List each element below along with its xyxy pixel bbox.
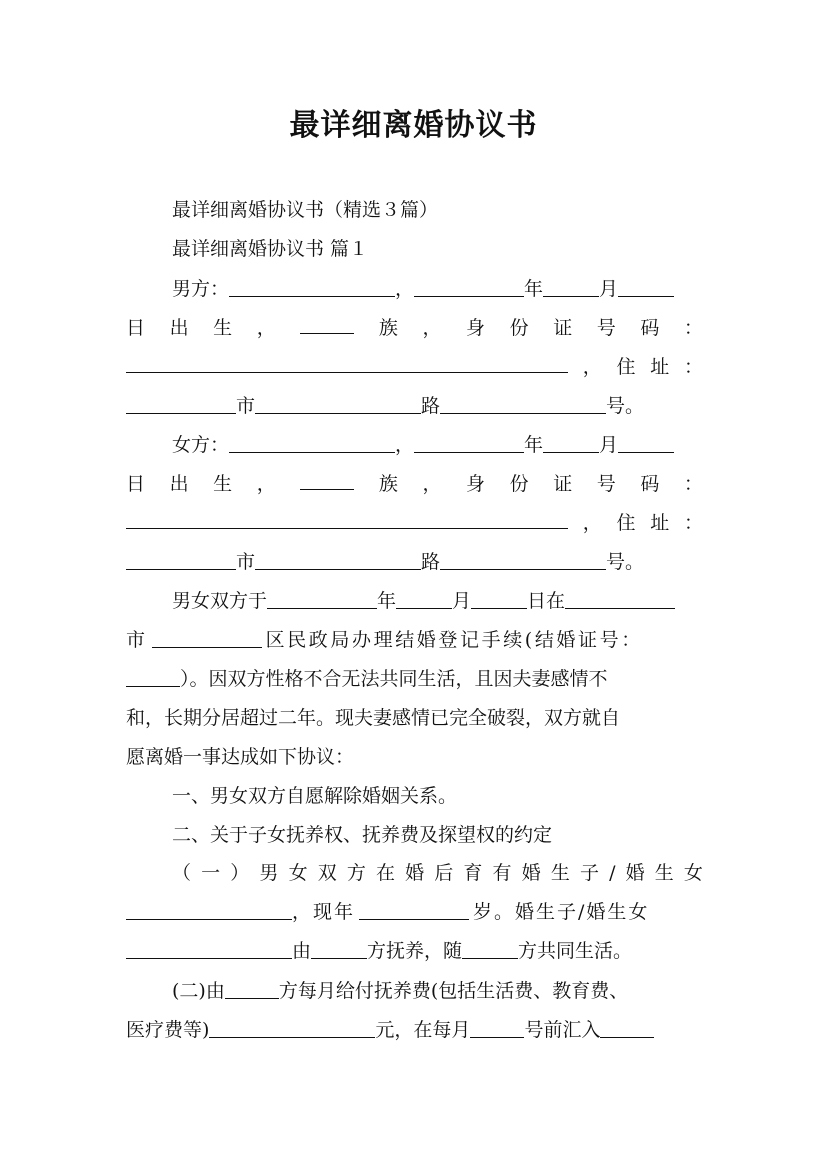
wife-line-4 bbox=[126, 547, 703, 577]
char: ， bbox=[256, 473, 276, 495]
sub1-line-2 bbox=[126, 897, 703, 927]
blank-field bbox=[618, 276, 674, 297]
char: ， bbox=[256, 317, 276, 339]
blank-field bbox=[440, 393, 606, 414]
blank-field bbox=[126, 393, 236, 414]
husband-line-1 bbox=[172, 274, 703, 304]
blank-field bbox=[126, 549, 236, 570]
text: 医疗费等) bbox=[126, 1019, 210, 1041]
marriage-line-2 bbox=[126, 625, 703, 655]
text: 日在 bbox=[527, 590, 566, 612]
blank-field bbox=[300, 313, 354, 334]
wife-line-1 bbox=[172, 430, 703, 460]
number-label: 号。 bbox=[606, 551, 645, 573]
blank-field bbox=[126, 508, 568, 529]
char: 身 bbox=[466, 317, 486, 339]
char: 女 bbox=[288, 862, 308, 884]
sub1-line-3 bbox=[126, 936, 703, 966]
year-label: 年 bbox=[524, 434, 544, 456]
char: 份 bbox=[509, 473, 529, 495]
text: ，现年 bbox=[292, 901, 356, 923]
month-label: 月 bbox=[599, 278, 619, 300]
blank-field bbox=[414, 432, 524, 453]
month-label: 月 bbox=[599, 434, 619, 456]
blank-field bbox=[255, 549, 421, 570]
char: 份 bbox=[509, 317, 529, 339]
text: 元，在每月 bbox=[375, 1019, 471, 1041]
blank-field bbox=[600, 1017, 654, 1038]
blank-field bbox=[126, 666, 180, 687]
husband-line-2 bbox=[126, 313, 703, 343]
sub2-line-1 bbox=[172, 976, 703, 1006]
sub1-line-1 bbox=[172, 858, 703, 888]
blank-field bbox=[126, 352, 568, 373]
sub2-line-2 bbox=[126, 1015, 703, 1045]
char: 身 bbox=[466, 473, 486, 495]
part-heading: 最详细离婚协议书 篇１ bbox=[172, 238, 369, 260]
wife-line-3 bbox=[126, 508, 703, 538]
year-label: 年 bbox=[377, 590, 397, 612]
char: 有 bbox=[492, 862, 512, 884]
blank-field bbox=[543, 276, 599, 297]
char: ， bbox=[422, 317, 442, 339]
city-label: 市 bbox=[236, 395, 256, 417]
husband-label: 男方： bbox=[172, 278, 230, 300]
char: 族 bbox=[378, 473, 398, 495]
wife-line-2 bbox=[126, 469, 703, 499]
blank-field bbox=[311, 938, 367, 959]
blank-field bbox=[462, 938, 518, 959]
blank-field bbox=[225, 978, 279, 999]
blank-field bbox=[300, 469, 354, 490]
clause-2: 二、关于子女抚养权、抚养费及探望权的约定 bbox=[172, 824, 553, 846]
subtitle: 最详细离婚协议书（精选３篇） bbox=[172, 199, 439, 221]
road-label: 路 bbox=[421, 395, 441, 417]
blank-field bbox=[229, 432, 395, 453]
wife-label: 女方： bbox=[172, 434, 230, 456]
blank-field bbox=[152, 627, 262, 648]
blank-field bbox=[440, 549, 606, 570]
char: 码 bbox=[640, 317, 660, 339]
blank-field bbox=[359, 899, 469, 920]
char: 址 bbox=[650, 512, 670, 534]
text: ）。因双方性格不合无法共同生活，且因夫妻感情不 bbox=[180, 668, 608, 690]
punct: ， bbox=[395, 278, 415, 300]
text: 号前汇入 bbox=[524, 1019, 601, 1041]
text: (二)由 bbox=[172, 980, 225, 1002]
char: ） bbox=[230, 862, 250, 884]
char: 生 bbox=[213, 317, 233, 339]
blank-field bbox=[126, 938, 292, 959]
year-label: 年 bbox=[524, 278, 544, 300]
punct: ， bbox=[395, 434, 415, 456]
husband-line-3 bbox=[126, 352, 703, 382]
blank-field bbox=[396, 588, 452, 609]
blank-field bbox=[618, 432, 674, 453]
blank-field bbox=[229, 276, 395, 297]
char: ： bbox=[683, 512, 703, 534]
char: 方 bbox=[346, 862, 366, 884]
clause-1: 一、男女双方自愿解除婚姻关系。 bbox=[172, 785, 458, 807]
char: 婚 bbox=[625, 862, 645, 884]
month-label: 月 bbox=[452, 590, 472, 612]
char: 出 bbox=[169, 473, 189, 495]
char: 证 bbox=[553, 473, 573, 495]
blank-field bbox=[470, 1017, 524, 1038]
text: 岁。婚生子/婚生女 bbox=[473, 901, 650, 923]
city-label: 市 bbox=[126, 629, 148, 651]
blank-field bbox=[255, 393, 421, 414]
char: 码 bbox=[640, 473, 660, 495]
blank-field bbox=[471, 588, 527, 609]
blank-field bbox=[543, 432, 599, 453]
char: 族 bbox=[378, 317, 398, 339]
char: ， bbox=[582, 512, 602, 534]
text: 方抚养，随 bbox=[367, 940, 463, 962]
char: ， bbox=[582, 356, 602, 378]
text: 由 bbox=[292, 940, 312, 962]
char: 育 bbox=[463, 862, 483, 884]
text: 方共同生活。 bbox=[518, 940, 633, 962]
char: 生 bbox=[213, 473, 233, 495]
marriage-line-1 bbox=[172, 586, 703, 616]
char: ： bbox=[683, 317, 703, 339]
char: 在 bbox=[375, 862, 395, 884]
char: 生 bbox=[550, 862, 570, 884]
char: ： bbox=[683, 356, 703, 378]
char: 女 bbox=[683, 862, 703, 884]
city-label: 市 bbox=[236, 551, 256, 573]
char: 住 bbox=[616, 356, 636, 378]
char: 出 bbox=[169, 317, 189, 339]
char: 住 bbox=[616, 512, 636, 534]
char: 号 bbox=[596, 317, 616, 339]
number-label: 号。 bbox=[606, 395, 645, 417]
text: 男女双方于 bbox=[172, 590, 268, 612]
char: 子 bbox=[579, 862, 599, 884]
char: 生 bbox=[654, 862, 674, 884]
char: ， bbox=[422, 473, 442, 495]
marriage-line-3 bbox=[126, 664, 703, 694]
blank-field bbox=[565, 588, 675, 609]
char: ： bbox=[683, 473, 703, 495]
marriage-line-4: 和，长期分居超过二年。现夫妻感情已完全破裂，双方就自 bbox=[126, 707, 621, 729]
blank-field bbox=[414, 276, 524, 297]
char: / bbox=[609, 862, 616, 884]
text: 方每月给付抚养费(包括生活费、教育费、 bbox=[278, 980, 629, 1002]
char: （ bbox=[172, 862, 192, 884]
document-title: 最详细离婚协议书 bbox=[289, 108, 538, 143]
char: 日 bbox=[126, 473, 146, 495]
char: 后 bbox=[434, 862, 454, 884]
blank-field bbox=[126, 899, 292, 920]
road-label: 路 bbox=[421, 551, 441, 573]
husband-line-4 bbox=[126, 391, 703, 421]
text: 区民政局办理结婚登记手续(结婚证号： bbox=[265, 629, 643, 651]
char: 号 bbox=[596, 473, 616, 495]
blank-field bbox=[267, 588, 377, 609]
blank-field bbox=[209, 1017, 375, 1038]
char: 婚 bbox=[405, 862, 425, 884]
char: 址 bbox=[650, 356, 670, 378]
char: 日 bbox=[126, 317, 146, 339]
char: 男 bbox=[259, 862, 279, 884]
char: 证 bbox=[553, 317, 573, 339]
marriage-line-5: 愿离婚一事达成如下协议： bbox=[126, 746, 355, 768]
char: 婚 bbox=[521, 862, 541, 884]
char: 双 bbox=[317, 862, 337, 884]
char: 一 bbox=[201, 862, 221, 884]
